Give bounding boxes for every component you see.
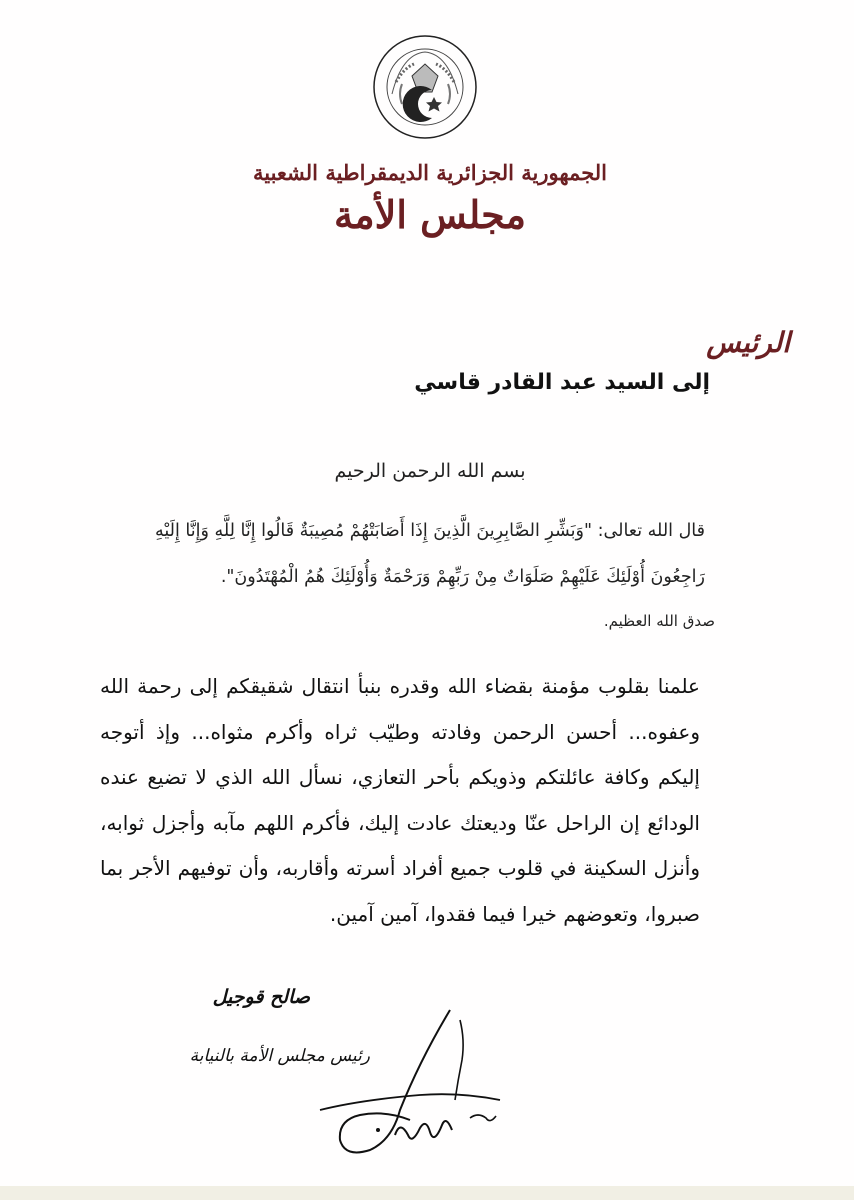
handwritten-signature [300,1000,510,1170]
recipient-line: إلى السيد عبد القادر قاسي [414,370,710,395]
basmala: بسم الله الرحمن الرحيم [334,460,526,482]
president-label: الرئيس [706,326,790,359]
republic-heading: الجمهورية الجزائرية الديمقراطية الشعبية [252,160,607,185]
condolence-body: علمنا بقلوب مؤمنة بقضاء الله وقدره بنبأ انتقال شقيقكم إلى رحمة الله وعفوه... أحسن الرحمن وفادته وطيّب ثراه وأكرم مثواه... وإذ أتوجه إليكم وكافة عائلتكم وذويكم بأحر التعازي، نسأل الله الذي لا تضيع عنده الودائع إن الراحل عنّا وديعتك عادت إليك، فأكرم اللهم مآبه وأجزل ثوابه، وأنزل السكينة في قلوب جميع أفراد أسرته وأقاربه، وأن توفيهم الأجر بما صبروا، وتعوضهم خيرا فيما فقدوا، آمين آمين. [100,674,700,926]
signatory-title: رئيس مجلس الأمة بالنيابة [189,1046,370,1066]
verse-intro: قال الله تعالى: [597,521,705,541]
quran-verse [100,508,705,600]
verse-text: "وَبَشِّرِ الصَّابِرِينَ الَّذِينَ إِذَا أَصَابَتْهُمْ مُصِيبَةٌ قَالُوا إِنَّا لِلَّهِ وَإِنَّا إِلَيْهِ رَاجِعُونَ أُوْلَئِكَ عَلَيْهِمْ صَلَوَاتٌ مِنْ رَبِّهِمْ وَرَحْمَةٌ وَأُوْلَئِكَ هُمُ الْمُهْتَدُونَ". [154,521,705,587]
verse-closing: صدق الله العظيم. [603,612,715,630]
state-emblem [372,34,478,140]
scan-edge [0,1186,854,1200]
signatory-name: صالح قوجيل [212,986,310,1008]
council-title: مجلس الأمة [333,192,527,237]
